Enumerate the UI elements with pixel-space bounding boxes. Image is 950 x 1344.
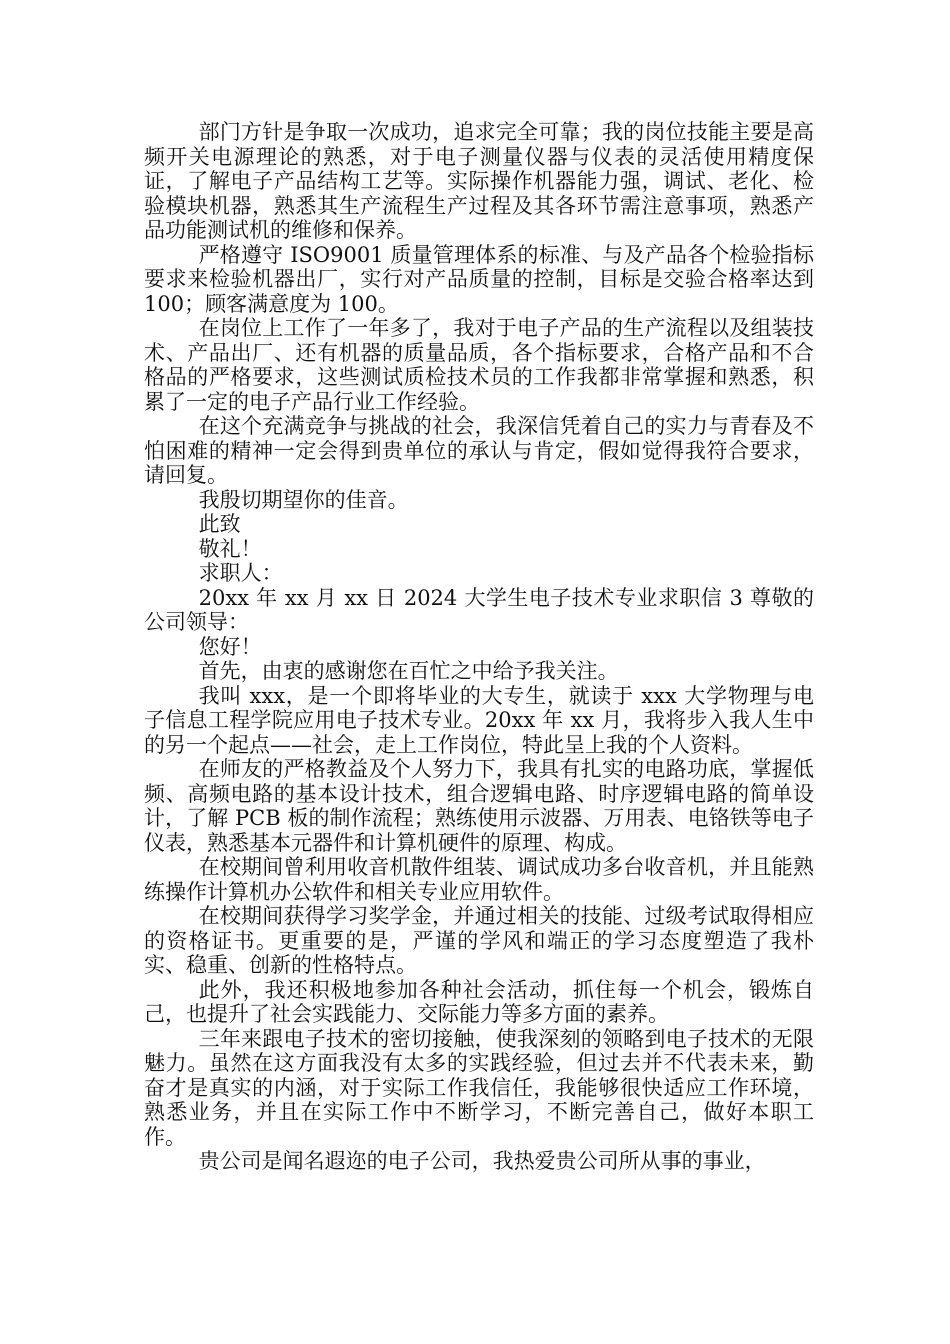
paragraph: 在校期间获得学习奖学金，并通过相关的技能、过级考试取得相应的资格证书。更重要的是，严谨的学风和端正的学习态度塑造了我朴实、稳重、创新的性格特点。	[144, 904, 814, 977]
closing-regards: 敬礼！	[198, 536, 262, 561]
paragraph: 在岗位上工作了一年多了，我对于电子产品的生产流程以及组装技术、产品出厂、还有机器的质量品质，各个指标要求，合格产品和不合格品的严格要求，这些测试质检技术员的工作我都非常掌握和熟悉，积累了一定的电子产品行业工作经验。	[144, 316, 814, 414]
paragraph: 严格遵守 ISO9001 质量管理体系的标准、与及产品各个检验指标要求来检验机器出厂，实行对产品质量的控制，目标是交验合格率达到 100；顾客满意度为 100。	[144, 242, 814, 316]
date-and-title-line: 20xx 年 xx 月 xx 日 2024 大学生电子技术专业求职信 3 尊敬的公司领导：	[144, 585, 814, 634]
paragraph: 贵公司是闻名遐迩的电子公司，我热爱贵公司所从事的事业，	[198, 1149, 766, 1173]
paragraph: 部门方针是争取一次成功，追求完全可靠；我的岗位技能主要是高频开关电源理论的熟悉，对于电子测量仪器与仪表的灵活使用精度保证，了解电子产品结构工艺等。实际操作机器能力强，调试、老化、检验模块机器，熟悉其生产流程生产过程及其各环节需注意事项，熟悉产品功能测试机的维修和保养。	[144, 120, 814, 242]
letter-body	[144, 120, 814, 1174]
closing-salutation: 此致	[198, 512, 241, 536]
applicant-signature: 求职人：	[198, 561, 283, 585]
paragraph: 我殷切期望你的佳音。	[198, 487, 409, 512]
paragraph: 此外，我还积极地参加各种社会活动，抓住每一个机会，锻炼自己，也提升了社会实践能力、交际能力等多方面的素养。	[144, 977, 814, 1026]
paragraph: 首先，由衷的感谢您在百忙之中给予我关注。	[198, 659, 619, 683]
paragraph: 三年来跟电子技术的密切接触，使我深刻的领略到电子技术的无限魅力。虽然在这方面我没有太多的实践经验，但过去并不代表未来，勤奋才是真实的内涵，对于实际工作我信任，我能够很快适应工作环境，熟悉业务，并且在实际工作中不断学习，不断完善自己，做好本职工作。	[144, 1026, 814, 1149]
paragraph: 我叫 xxx，是一个即将毕业的大专生，就读于 xxx 大学物理与电子信息工程学院应用电子技术专业。20xx 年 xx 月，我将步入我人生中的另一个起点——社会，走上工作岗位，特此呈上我的个人资料。	[144, 683, 814, 757]
greeting: 您好！	[198, 634, 262, 659]
paragraph: 在校期间曾利用收音机散件组装、调试成功多台收音机，并且能熟练操作计算机办公软件和相关专业应用软件。	[144, 855, 814, 904]
paragraph: 在师友的严格教益及个人努力下，我具有扎实的电路功底，掌握低频、高频电路的基本设计技术，组合逻辑电路、时序逻辑电路的简单设计，了解 PCB 板的制作流程；熟练使用示波器、万用表、电铬铁等电子仪表，熟悉基本元器件和计算机硬件的原理、构成。	[144, 757, 814, 855]
paragraph: 在这个充满竞争与挑战的社会，我深信凭着自己的实力与青春及不怕困难的精神一定会得到贵单位的承认与肯定，假如觉得我符合要求，请回复。	[144, 414, 814, 487]
